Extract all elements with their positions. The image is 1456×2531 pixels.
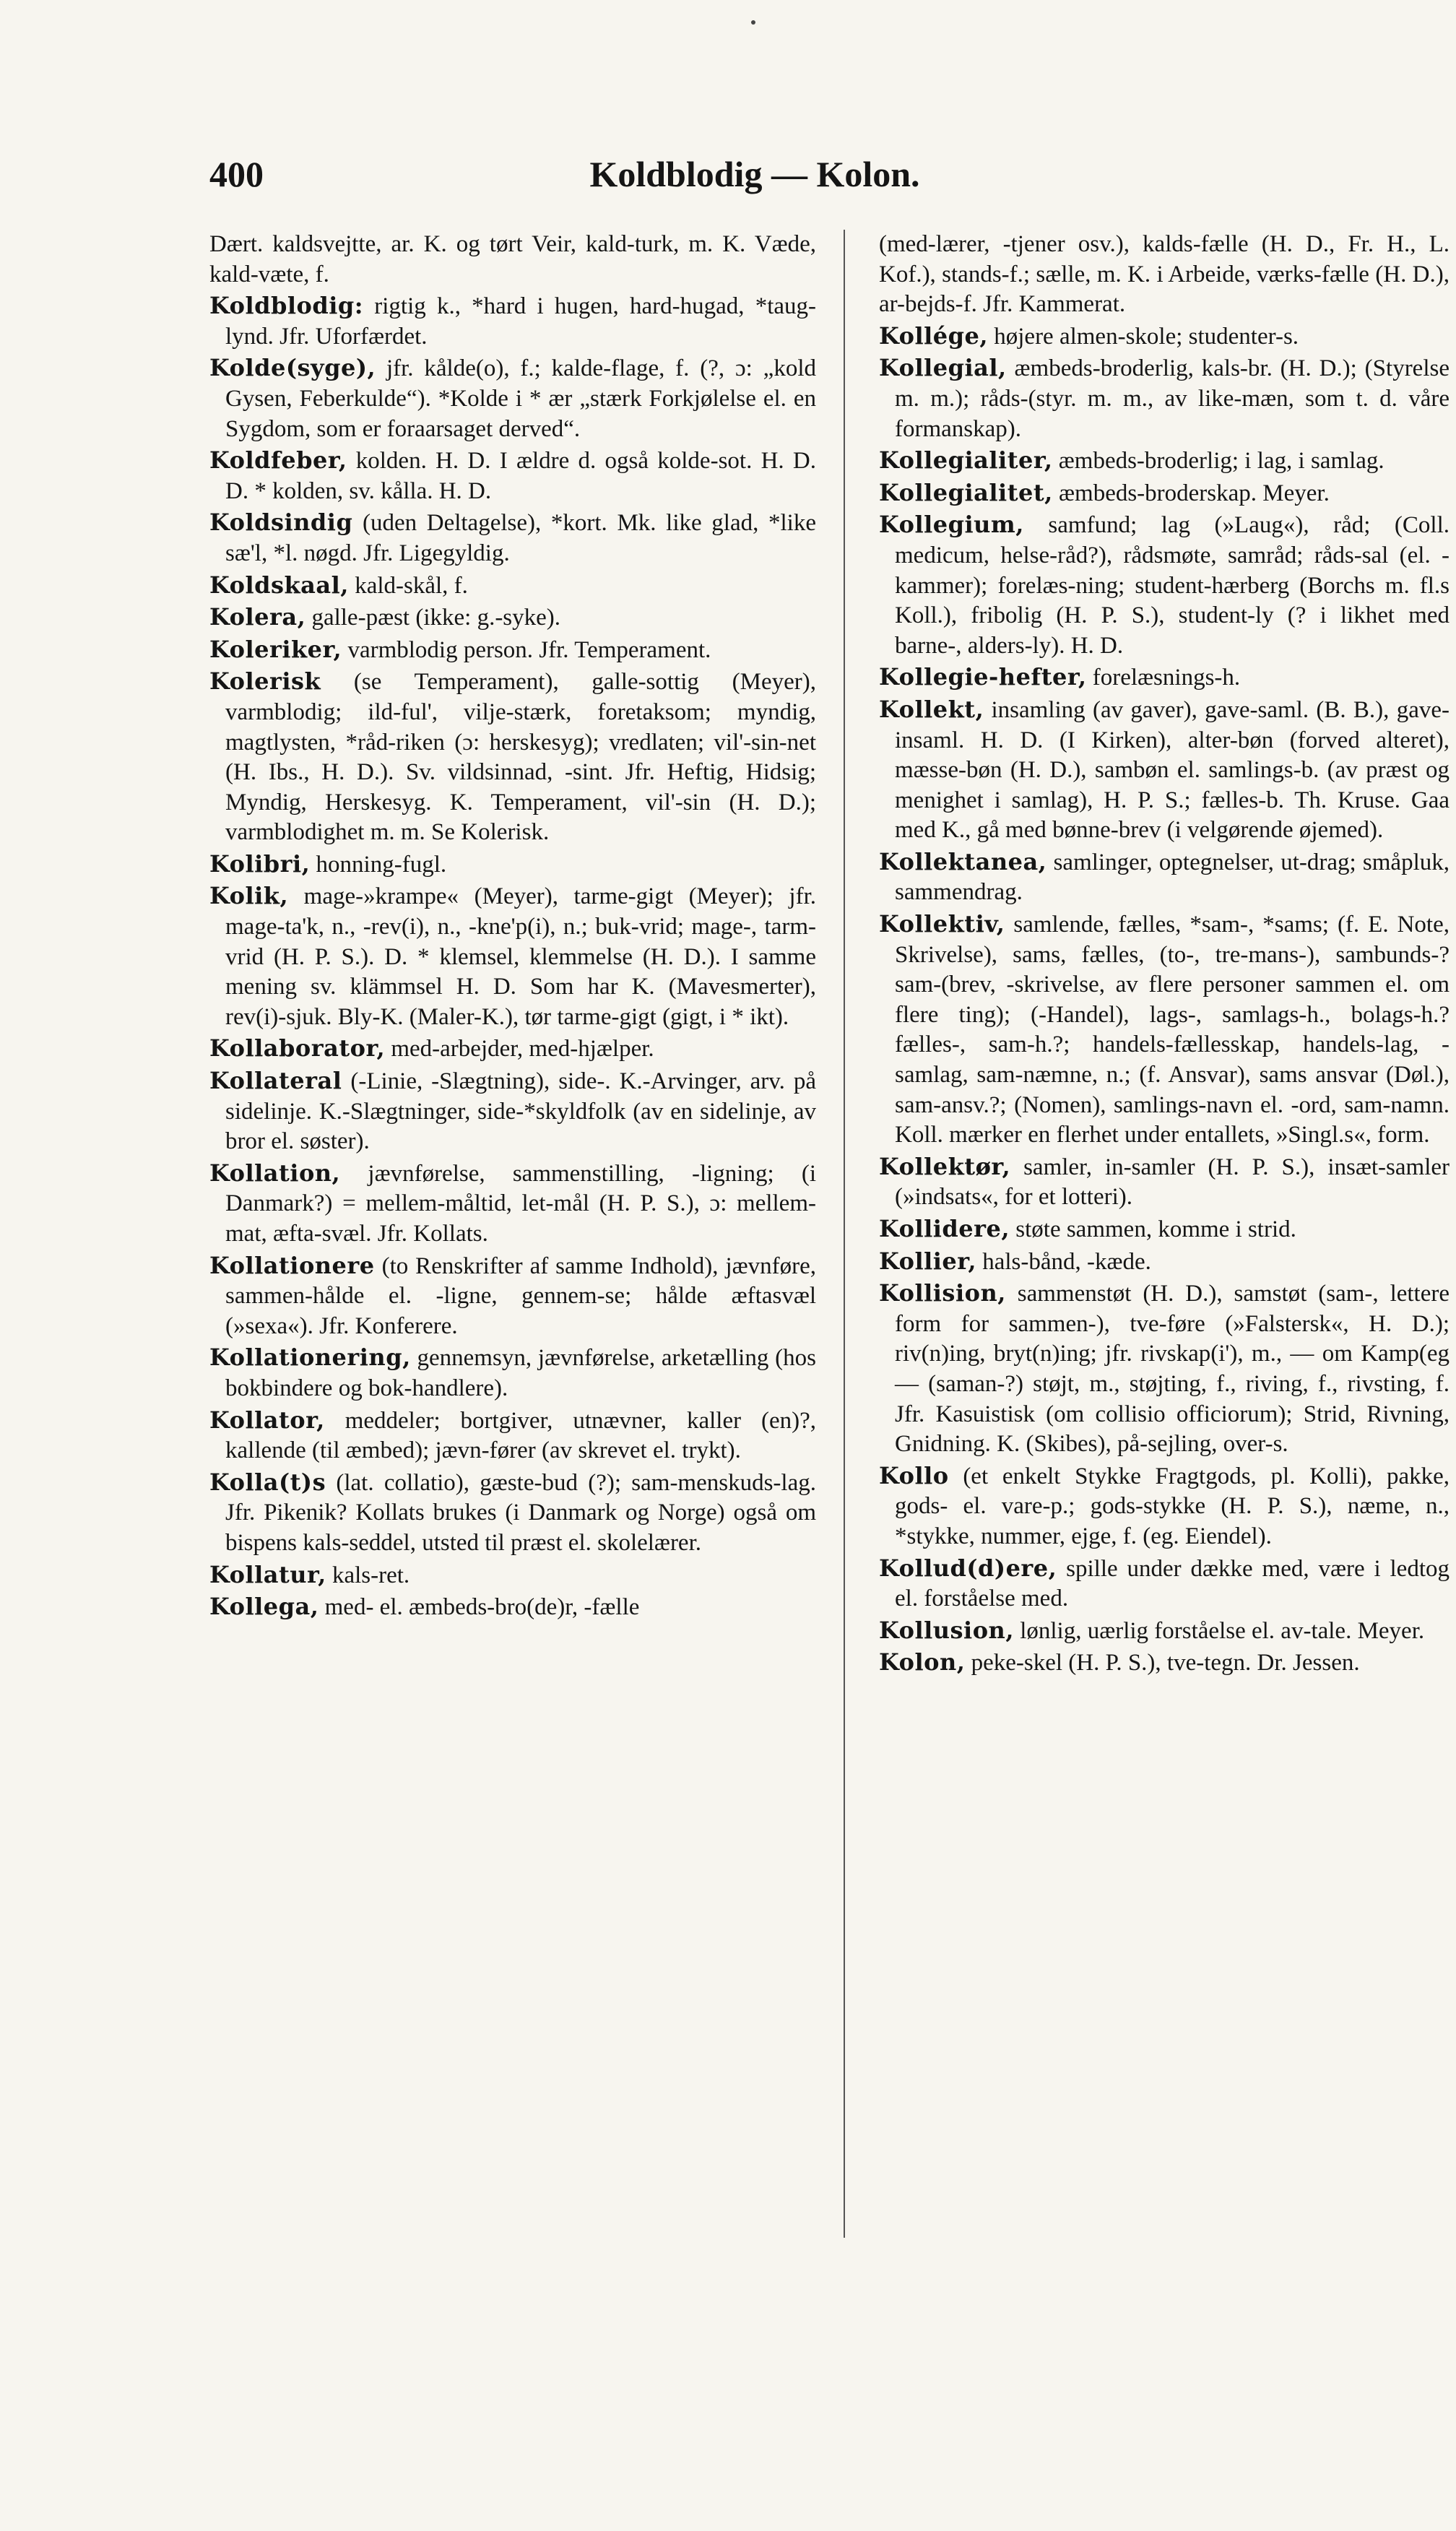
definition-text: kals-ret. (326, 1562, 410, 1588)
definition-text: med- el. æmbeds-bro(de)r, -fælle (318, 1594, 640, 1621)
headword: Kolon, (879, 1648, 966, 1676)
definition-text: (med-lærer, -tjener osv.), kalds-fælle (H. D., Fr. H., L. Kof.), stands-f.; sælle, m. K. i Arbeide, værks-fælle (H. D.), ar-bejds-f. Jfr. Kammerat. (879, 231, 1450, 318)
dictionary-entry (879, 510, 1450, 661)
dictionary-entry (209, 1034, 816, 1065)
definition-text: æmbeds-broderlig; i lag, i samlag. (1052, 448, 1384, 475)
dictionary-entry (879, 1648, 1450, 1679)
definition-text: rigtig k., *hard i hugen, hard-hugad, *taug-lynd. Jfr. Uforfærdet. (225, 293, 816, 350)
dictionary-entry (879, 321, 1450, 352)
definition-text: jfr. kålde(o), f.; kalde-flage, f. (?, ɔ: „kold Gysen, Feberkulde“). *Kolde i * ær „stærk Forkjølelse el. en Sygdom, som er foraarsaget derved“. (225, 355, 816, 442)
headword: Kollateral (209, 1067, 342, 1095)
headword: Kollektanea, (879, 847, 1047, 875)
running-head: Koldblodig — Kolon. (589, 154, 920, 194)
headword: Kollation, (209, 1159, 341, 1187)
definition-text: honning-fugl. (310, 851, 447, 878)
definition-text: peke-skel (H. P. S.), tve-tegn. Dr. Jessen. (965, 1650, 1360, 1676)
dictionary-entry (879, 1247, 1450, 1278)
dictionary-entry (209, 1343, 816, 1403)
definition-text: jævnførelse, sammenstilling, -ligning; (i Danmark?) = mellem-måltid, let-mål (H. P. S.), ɔ: mellem-mat, æfta-svæl. Jfr. Kollats. (225, 1160, 816, 1247)
dictionary-entry (209, 1468, 816, 1559)
headword: Kollegie-hefter, (879, 663, 1087, 691)
headword: Kollud(d)ere, (879, 1554, 1057, 1582)
dictionary-entry (209, 1159, 816, 1250)
definition-text: galle-pæst (ikke: g.-syke). (306, 605, 561, 631)
dictionary-entry (209, 1066, 816, 1157)
headword: Kollektiv, (879, 910, 1005, 938)
definition-text: æmbeds-broderlig, kals-br. (H. D.); (Styrelse m. m.); råds-(styr. m. m., av like-mæn, som t. d. våre formanskap). (895, 355, 1450, 442)
dictionary-entry (879, 1461, 1450, 1552)
dictionary-entry (879, 446, 1450, 477)
headword: Kolera, (209, 603, 306, 631)
headword: Kollega, (209, 1593, 319, 1621)
print-speck (751, 20, 755, 25)
headword: Kollision, (879, 1279, 1006, 1307)
headword: Kollier, (879, 1247, 976, 1275)
definition-text: Dært. kaldsvejtte, ar. K. og tørt Veir, kald-turk, m. K. Væde, kald-væte, f. (209, 231, 816, 287)
headword: Koldsindig (209, 509, 353, 537)
definition-text: æmbeds-broderskap. Meyer. (1052, 480, 1330, 506)
headword: Kollegial, (879, 354, 1007, 382)
definition-text: meddeler; bortgiver, utnævner, kaller (en)?, kallende (til æmbed); jævn-fører (av skrevet el. trykt). (225, 1407, 816, 1464)
definition-text: sammenstøt (H. D.), samstøt (sam-, lettere form for sammen-), tve-føre (»Falstersk«, H. D.); riv(n)ing, bryt(n)ing; jfr. rivskap(i'), m., — om Kamp(eg — (saman-?) støjt, m., støjting, f., riving, f., rivsting, f. Jfr. Kasuistisk (om collisio officiorum); Strid, Rivning, Gnidning. K. (Skibes), på-sejling, over-s. (895, 1281, 1450, 1458)
dictionary-entry (879, 909, 1450, 1151)
headword: Kollektør, (879, 1152, 1011, 1180)
headword: Kollegialitet, (879, 478, 1053, 506)
dictionary-entry (209, 446, 816, 506)
definition-text: med-arbejder, med-hjælper. (385, 1036, 654, 1063)
definition-text: kolden. H. D. I ældre d. også kolde-sot. H. D. D. * kolden, sv. kålla. H. D. (225, 448, 816, 504)
dictionary-entry (879, 662, 1450, 693)
dictionary-entry (209, 1560, 816, 1591)
definition-text: (-Linie, -Slægtning), side-. K.-Arvinger, arv. på sidelinje. K.-Slægtninger, side-*skyldfolk (av en sidelinje, av bror el. søster). (225, 1068, 816, 1155)
definition-text: (se Temperament), galle-sottig (Meyer), varmblodig; ild-ful', vilje-stærk, foretaksom; myndig, magtlysten, *råd-riken (ɔ: herskesyg); vredlaten; vil'-sin-net (H. Ibs., H. D.). Sv. vildsinnad, -sint. Jfr. Heftig, Hidsig; Myndig, Herskesyg. K. Temperament, vil'-sin (H. D.); varmblodighet m. m. Se Kolerisk. (225, 669, 816, 846)
headword: Kollegialiter, (879, 446, 1053, 475)
dictionary-entry (209, 291, 816, 352)
left-column (209, 230, 816, 1624)
dictionary-entry (209, 1406, 816, 1466)
headword: Kolibri, (209, 849, 311, 878)
headword: Kollator, (209, 1406, 325, 1434)
page-number: 400 (209, 154, 264, 194)
definition-text: samlende, fælles, *sam-, *sams; (f. E. Note, Skrivelse), sams, fælles, (to-, tre-mans-), sambunds-? sam-(brev, -skrivelse, av flere personer sammen el. om flere ting); (-Handel), lags-, samlags-h., bolags-h.? fælles-, sam-h.?; handels-fællesskap, handels-lag, -samlag, sam-næmne, n.; (f. Ansvar), sams ansvar (Døl.), sam-ansv.?; (Nomen), samlings-navn el. -ord, sam-namn. Koll. mærker en flerhet under entallets, »Singl.s«, form. (895, 912, 1450, 1148)
definition-text: (lat. collatio), gæste-bud (?); sam-menskuds-lag. Jfr. Pikenik? Kollats brukes (i Danmark og Norge) også om bispens kals-seddel, utsted til præst el. skolelærer. (225, 1469, 816, 1556)
headword: Kolde(syge), (209, 354, 376, 382)
right-column (879, 230, 1450, 1680)
dictionary-entry (209, 508, 816, 568)
dictionary-entry (209, 230, 816, 290)
dictionary-entry (209, 602, 816, 633)
headword: Kolerisk (209, 667, 321, 696)
headword: Koleriker, (209, 635, 342, 663)
definition-text: lønlig, uærlig forståelse el. av-tale. Meyer. (1013, 1617, 1425, 1644)
headword: Kollaborator, (209, 1034, 386, 1063)
page-header (209, 153, 1242, 204)
dictionary-entry (879, 1279, 1450, 1460)
definition-text: samler, in-samler (H. P. S.), insæt-samler (»indsats«, for et lotteri). (895, 1154, 1450, 1211)
dictionary-entry (879, 1152, 1450, 1213)
headword: Kollo (879, 1461, 949, 1489)
dictionary-entry (209, 667, 816, 848)
definition-text: samlinger, optegnelser, ut-drag; småpluk, sammendrag. (895, 849, 1450, 906)
headword: Kollidere, (879, 1215, 1010, 1242)
headword: Kollationering, (209, 1344, 411, 1372)
dictionary-entry (209, 849, 816, 881)
headword: Koldfeber, (209, 446, 347, 475)
dictionary-entry (209, 571, 816, 602)
dictionary-entry (879, 1616, 1450, 1647)
definition-text: mage-»krampe« (Meyer), tarme-gigt (Meyer); jfr. mage-ta'k, n., -rev(i), n., -kne'p(i), n.; buk-vrid; mage-, tarm-vrid (H. P. S.). D. * klemsel, klemmelse (H. D.). I samme mening sv. klämmsel H. D. Som har K. (Mavesmerter), rev(i)-sjuk. Bly-K. (Maler-K.), tør tarme-gigt (gigt, i * ikt). (225, 883, 816, 1030)
headword: Koldblodig: (209, 292, 364, 320)
dictionary-entry (209, 881, 816, 1032)
headword: Kolik, (209, 882, 289, 910)
headword: Kollekt, (879, 695, 984, 723)
dictionary-entry (209, 353, 816, 444)
definition-text: højere almen-skole; studenter-s. (988, 323, 1299, 350)
headword: Kollatur, (209, 1560, 326, 1588)
definition-text: støte sammen, komme i strid. (1010, 1216, 1296, 1242)
definition-text: forelæsnings-h. (1086, 665, 1241, 691)
definition-text: insamling (av gaver), gave-saml. (B. B.), gave-insaml. H. D. (I Kirken), alter-bøn (forved alteret), mæsse-bøn (H. D.), sambøn el. samlings-b. (av præst og menighet i samlag), H. P. S.; fælles-b. Th. Kruse. Gaa med K., gå med bønne-brev (i velgørende øjemed). (895, 696, 1450, 844)
definition-text: kald-skål, f. (348, 572, 468, 599)
definition-text: gennemsyn, jævnførelse, arketælling (hos bokbindere og bok-handlere). (225, 1345, 816, 1401)
dictionary-entry (209, 1592, 816, 1623)
dictionary-entry (879, 1554, 1450, 1614)
headword: Koldskaal, (209, 571, 349, 599)
headword: Kollusion, (879, 1616, 1014, 1644)
dictionary-entry (879, 353, 1450, 444)
definition-text: varmblodig person. Jfr. Temperament. (342, 636, 711, 663)
dictionary-entry (879, 695, 1450, 846)
dictionary-entry (879, 478, 1450, 509)
definition-text: samfund; lag (»Laug«), råd; (Coll. medicum, helse-råd?), rådsmøte, samråd; råds-sal (el. -kammer); forelæs-ning; student-hærberg (Borchs m. fl.s Koll.), fribolig (H. P. S.), student-ly (? i likhet med barne-, alders-ly). H. D. (895, 512, 1450, 659)
dictionary-entry (879, 847, 1450, 908)
headword: Kollationere (209, 1251, 375, 1279)
dictionary-entry (879, 230, 1450, 320)
definition-text: (to Renskrifter af samme Indhold), jævnføre, sammen-hålde el. -ligne, gennem-se; hålde æftasvæl (»sexa«). Jfr. Konferere. (225, 1252, 816, 1339)
headword: Kolla(t)s (209, 1468, 326, 1496)
headword: Kollége, (879, 321, 988, 350)
dictionary-entry (209, 1251, 816, 1342)
definition-text: spille under dække med, være i ledtog el. forståelse med. (895, 1555, 1450, 1612)
headword: Kollegium, (879, 511, 1024, 539)
definition-text: (et enkelt Stykke Fragtgods, pl. Kolli), pakke, gods- el. vare-p.; gods-stykke (H. P. S.), næme, n., *stykke, nummer, ejge, f. (eg. Eiendel). (895, 1463, 1450, 1549)
definition-text: hals-bånd, -kæde. (976, 1248, 1151, 1275)
column-divider (844, 230, 845, 2238)
definition-text: (uden Deltagelse), *kort. Mk. like glad, *like sæ'l, *l. nøgd. Jfr. Ligegyldig. (225, 510, 816, 566)
dictionary-entry (209, 635, 816, 666)
dictionary-entry (879, 1214, 1450, 1245)
